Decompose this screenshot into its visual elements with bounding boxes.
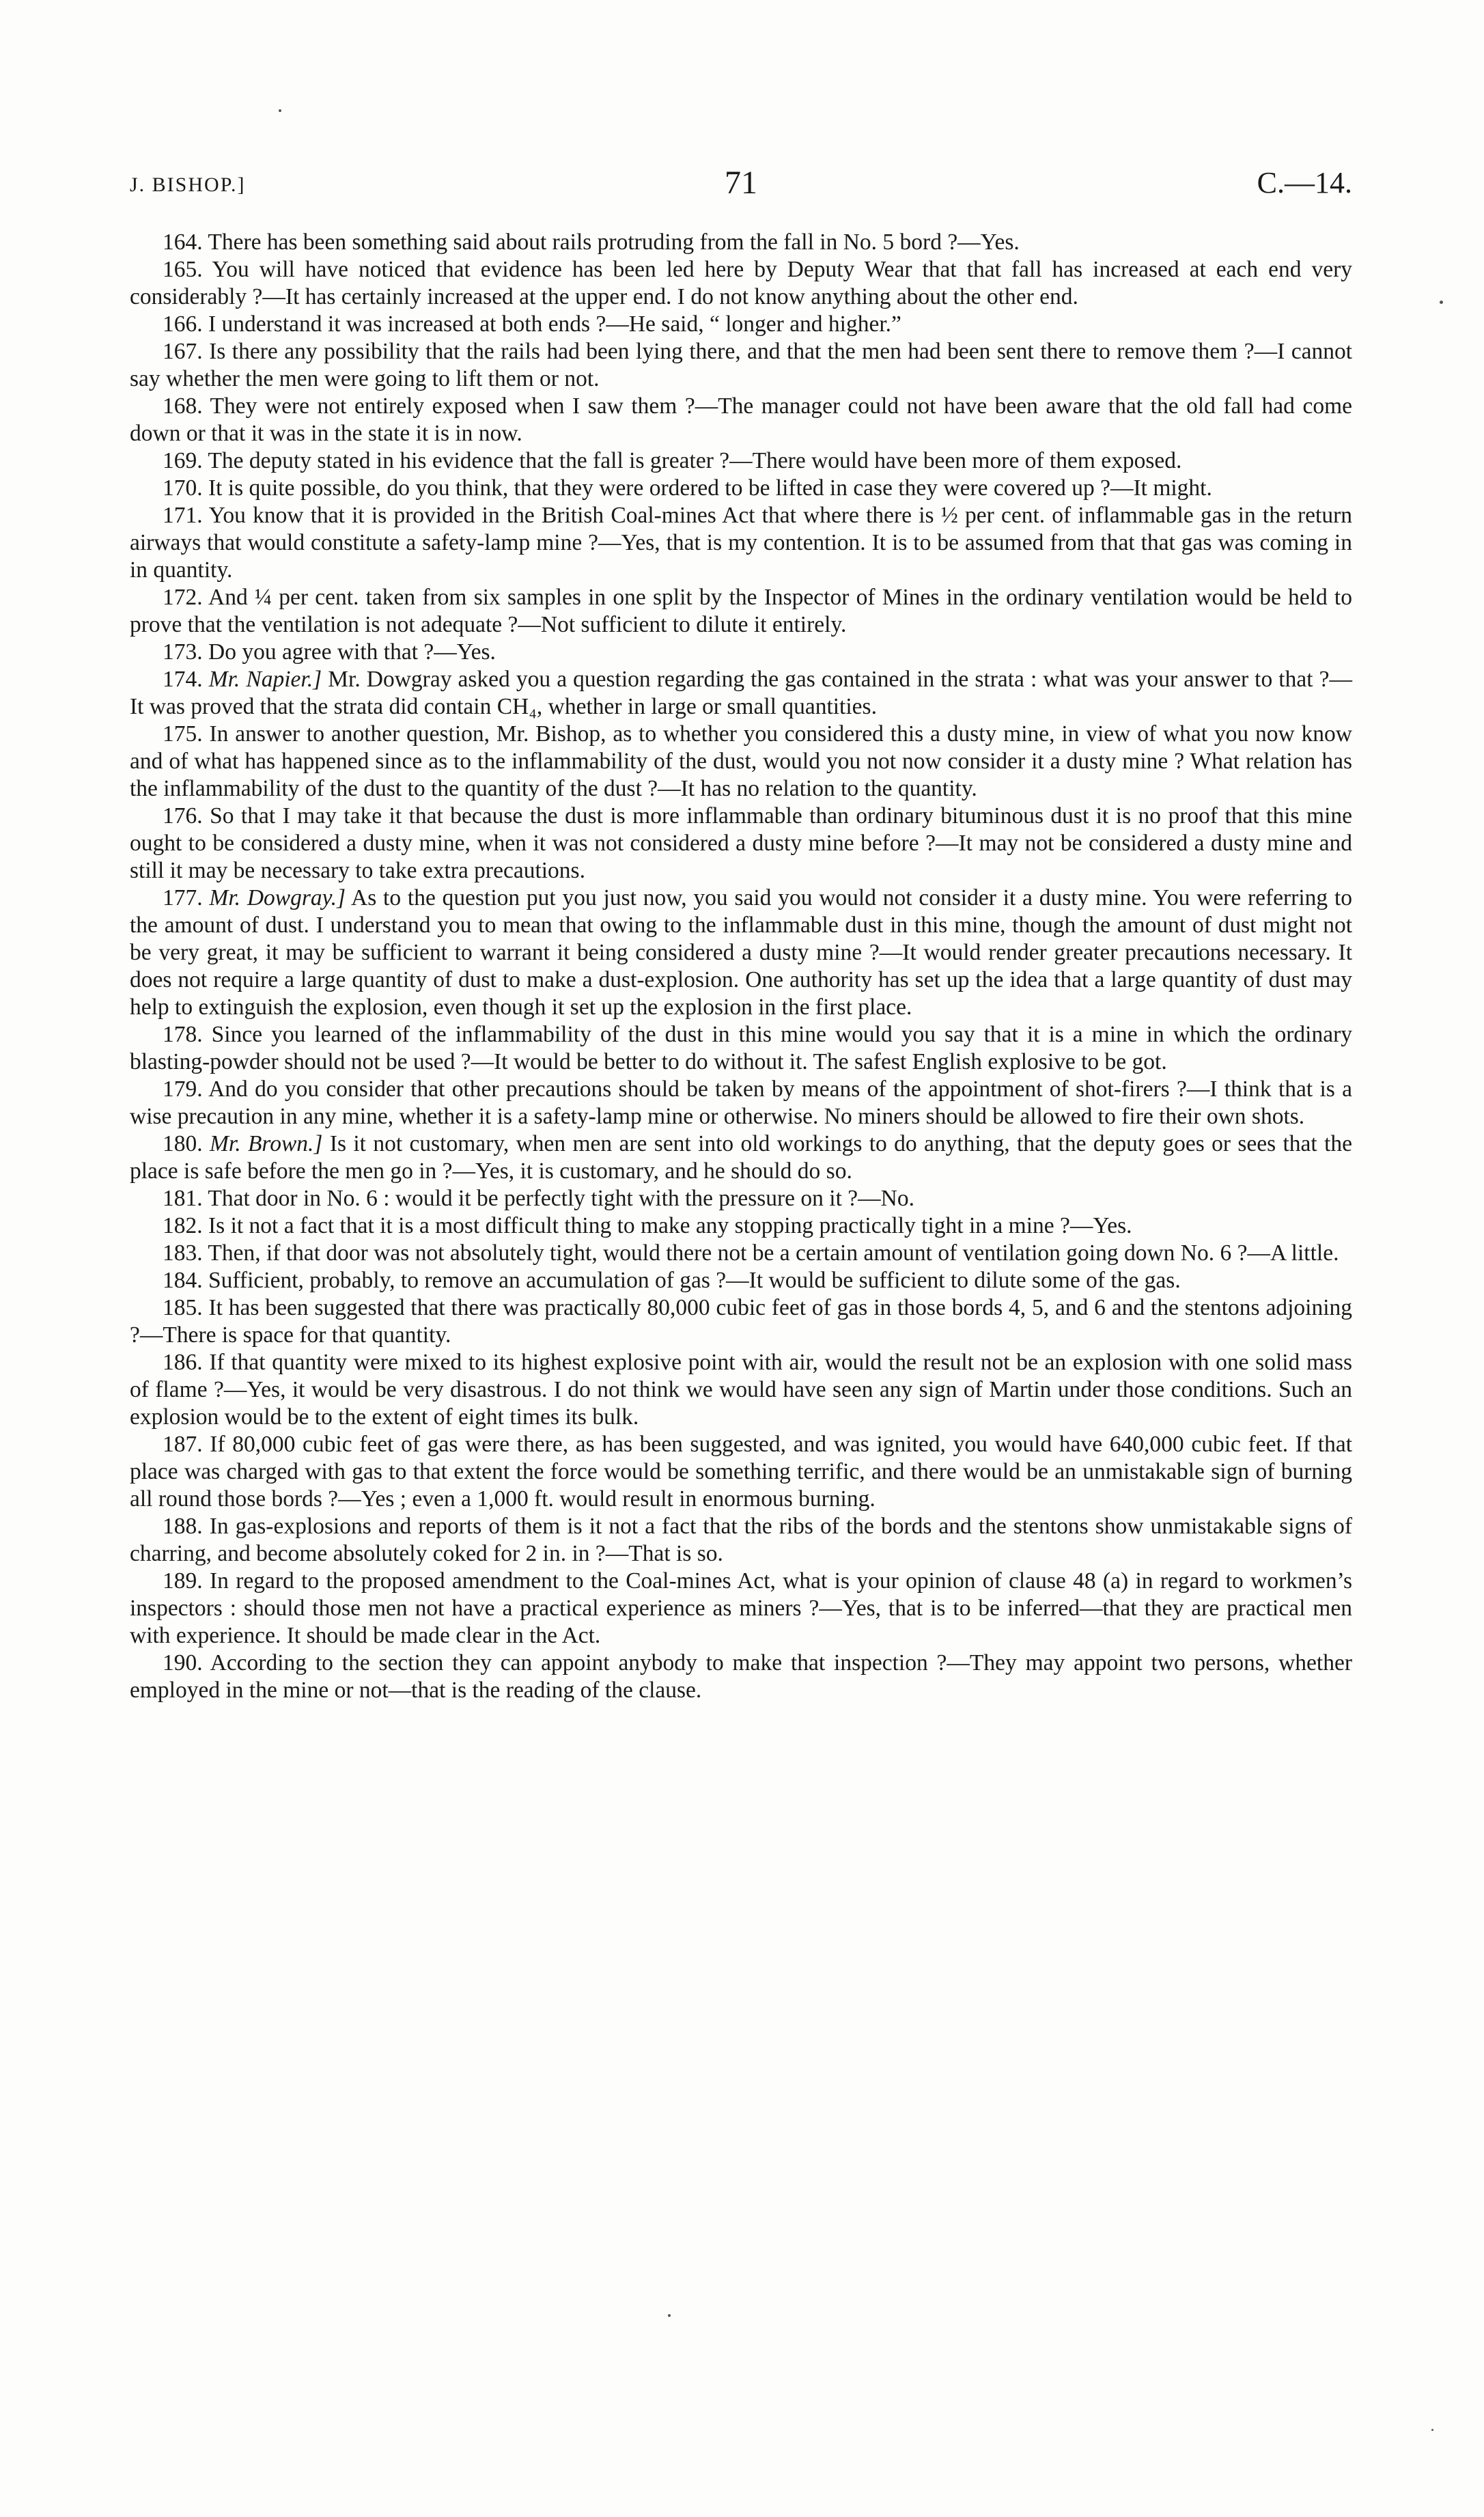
question-paragraph bbox=[130, 475, 1352, 502]
question-number: 190. bbox=[163, 1650, 203, 1675]
question-paragraph bbox=[130, 803, 1352, 885]
question-paragraph bbox=[130, 502, 1352, 584]
question-number: 173. bbox=[163, 639, 203, 665]
question-and-answer-text: Do you agree with that ?—Yes. bbox=[208, 639, 496, 665]
question-number: 171. bbox=[163, 503, 203, 528]
question-paragraph bbox=[130, 885, 1352, 1021]
question-paragraph bbox=[130, 1212, 1352, 1240]
question-and-answer-text: In gas-explosions and reports of them is it not a fact that the ribs of the bords and the stentons show unmistakable signs of charring, and become absolutely coked for 2 in. in ?—That is so. bbox=[130, 1514, 1353, 1566]
question-number: 186. bbox=[163, 1350, 203, 1375]
question-and-answer-text: Is there any possibility that the rails had been lying there, and that the men had been sent there to remove them ?—I cannot say whether the men were going to lift them or not. bbox=[130, 339, 1352, 391]
page-number: 71 bbox=[725, 165, 757, 201]
question-and-answer-text: Sufficient, probably, to remove an accumulation of gas ?—It would be sufficient to dilute some of the gas. bbox=[208, 1268, 1181, 1293]
question-number: 183. bbox=[163, 1240, 203, 1266]
question-and-answer-text: Is it not a fact that it is a most difficult thing to make any stopping practically tight in a mine ?—Yes. bbox=[208, 1213, 1132, 1238]
question-number: 166. bbox=[163, 311, 203, 337]
question-and-answer-text: There has been something said about rails protruding from the fall in No. 5 bord ?—Yes. bbox=[208, 230, 1020, 255]
question-number: 164. bbox=[163, 230, 203, 255]
question-and-answer-text: You know that it is provided in the British Coal-mines Act that where there is ½ per cent. of inflammable gas in the return airways that would constitute a safety-lamp mine ?—Yes, that is my contention. It is to be assumed from that that gas was coming in in quantity. bbox=[130, 503, 1352, 583]
question-number: 188. bbox=[163, 1514, 203, 1539]
question-and-answer-text: It has been suggested that there was practically 80,000 cubic feet of gas in those bords 4, 5, and 6 and the stentons adjoining ?—There is space for that quantity. bbox=[130, 1295, 1352, 1348]
question-paragraph bbox=[130, 311, 1352, 338]
question-paragraph bbox=[130, 1513, 1352, 1568]
scan-speck bbox=[279, 109, 281, 112]
question-and-answer-text: That door in No. 6 : would it be perfectly tight with the pressure on it ?—No. bbox=[208, 1186, 914, 1211]
question-and-answer-text: And do you consider that other precautions should be taken by means of the appointment of shot-firers ?—I think that is a wise precaution in any mine, whether it is a safety-lamp mine or otherwise. No miners should be allowed to fire their own shots. bbox=[130, 1076, 1352, 1129]
question-paragraph bbox=[130, 1568, 1352, 1650]
question-number: 168. bbox=[163, 393, 203, 419]
speaker-name: Mr. Napier.] bbox=[208, 667, 322, 692]
question-paragraph bbox=[130, 393, 1352, 447]
question-number: 179. bbox=[163, 1076, 203, 1102]
question-paragraph bbox=[130, 1076, 1352, 1130]
question-and-answer-text: In answer to another question, Mr. Bishop, as to whether you considered this a dusty mine, in view of what you now know and of what has happened since as to the inflammability of the dust, would you not now consider it a dusty mine ? What relation has the inflammability of the dust to the quantity of the dust ?—It has no relation to the quantity. bbox=[130, 721, 1352, 801]
scan-speck bbox=[1431, 2429, 1433, 2431]
question-and-answer-text: In regard to the proposed amendment to the Coal-mines Act, what is your opinion of clause 48 (a) in regard to workmen’s inspectors : should those men not have a practical experience as miners ?—Yes, that is to be inferred—that they are practical men with experience. It should be made clear in the Act. bbox=[130, 1568, 1352, 1648]
question-and-answer-text: Then, if that door was not absolutely tight, would there not be a certain amount of ventilation going down No. 6 ?—A little. bbox=[208, 1240, 1339, 1266]
question-and-answer-text: I understand it was increased at both ends ?—He said, “ longer and higher.” bbox=[208, 311, 901, 337]
question-paragraph bbox=[130, 639, 1352, 666]
question-paragraph bbox=[130, 1294, 1352, 1349]
question-number: 185. bbox=[163, 1295, 203, 1320]
question-and-answer-text: It is quite possible, do you think, that they were ordered to be lifted in case they were covered up ?—It might. bbox=[208, 475, 1212, 501]
page-header bbox=[130, 164, 1352, 212]
speaker-name: Mr. Brown.] bbox=[209, 1131, 323, 1156]
question-paragraph bbox=[130, 256, 1352, 311]
evidence-text bbox=[130, 229, 1352, 1704]
question-and-answer-text: The deputy stated in his evidence that the fall is greater ?—There would have been more of them exposed. bbox=[208, 448, 1182, 473]
scan-speck bbox=[1440, 301, 1443, 304]
question-and-answer-text: Since you learned of the inflammability of the dust in this mine would you say that it is a mine in which the ordinary blasting-powder should not be used ?—It would be better to do without it. The safest English explosive to be got. bbox=[130, 1022, 1353, 1074]
question-number: 169. bbox=[163, 448, 203, 473]
question-number: 184. bbox=[163, 1268, 203, 1293]
question-paragraph bbox=[130, 721, 1352, 803]
question-paragraph bbox=[130, 1267, 1352, 1294]
question-number: 167. bbox=[163, 339, 203, 364]
question-and-answer-text: And ¼ per cent. taken from six samples in one split by the Inspector of Mines in the ordinary ventilation would be held to prove that the ventilation is not adequate ?—Not sufficient to dilute it entirely. bbox=[130, 585, 1352, 637]
question-paragraph bbox=[130, 229, 1352, 256]
question-and-answer-text: They were not entirely exposed when I saw them ?—The manager could not have been aware that the old fall had come down or that it was in the state it is in now. bbox=[130, 393, 1352, 446]
question-number: 178. bbox=[163, 1022, 203, 1047]
question-paragraph bbox=[130, 1650, 1352, 1704]
question-and-answer-text: Is it not customary, when men are sent into old workings to do anything, that the deputy goes or sees that the place is safe before the men go in ?—Yes, it is customary, and he should do so. bbox=[130, 1131, 1353, 1184]
question-paragraph bbox=[130, 1349, 1352, 1431]
question-number: 187. bbox=[163, 1432, 203, 1457]
question-and-answer-text: If 80,000 cubic feet of gas were there, as has been suggested, and was ignited, you would have 640,000 cubic feet. If that place was charged with gas to that extent the force would be something terrific, and there would be an unmistakable sign of burning all round those bords ?—Yes ; even a 1,000 ft. would result in enormous burning. bbox=[130, 1432, 1352, 1512]
question-number: 181. bbox=[163, 1186, 203, 1211]
question-number: 175. bbox=[163, 721, 203, 747]
question-number: 189. bbox=[163, 1568, 203, 1594]
question-number: 182. bbox=[163, 1213, 203, 1238]
question-number: 180. bbox=[163, 1131, 203, 1156]
question-paragraph bbox=[130, 1431, 1352, 1513]
header-witness-name: J. BISHOP.] bbox=[130, 173, 246, 196]
question-paragraph bbox=[130, 338, 1352, 393]
question-number: 174. bbox=[163, 667, 203, 692]
question-paragraph bbox=[130, 1185, 1352, 1212]
question-paragraph bbox=[130, 1240, 1352, 1267]
speaker-name: Mr. Dowgray.] bbox=[209, 885, 346, 910]
question-and-answer-text: According to the section they can appoint anybody to make that inspection ?—They may appoint two persons, whether employed in the mine or not—that is the reading of the clause. bbox=[130, 1650, 1352, 1703]
question-and-answer-text: So that I may take it that because the dust is more inflammable than ordinary bituminous dust it is no proof that this mine ought to be considered a dusty mine, when it was not considered a dusty mine before ?—It may not be considered a dusty mine and still it may be necessary to take extra precautions. bbox=[130, 803, 1353, 883]
scan-speck bbox=[668, 2314, 671, 2317]
question-and-answer-text: If that quantity were mixed to its highest explosive point with air, would the result not be an explosion with one solid mass of flame ?—Yes, it would be very disastrous. I do not think we would have seen any sign of Martin under those conditions. Such an explosion would be to the extent of eight times its bulk. bbox=[130, 1350, 1353, 1430]
question-number: 176. bbox=[163, 803, 203, 829]
question-number: 172. bbox=[163, 585, 203, 610]
question-paragraph bbox=[130, 447, 1352, 475]
question-number: 177. bbox=[163, 885, 203, 910]
header-paper-reference: C.—14. bbox=[1257, 166, 1352, 199]
question-paragraph bbox=[130, 1130, 1352, 1185]
question-number: 170. bbox=[163, 475, 203, 501]
question-and-answer-text: As to the question put you just now, you said you would not consider it a dusty mine. You were referring to the amount of dust. I understand you to mean that owing to the inflammable dust in this mine, though the amount of dust might not be very great, it may be sufficient to warrant it being considered a dusty mine ?—It would render greater precautions necessary. It does not require a large quantity of dust to make a dust-explosion. One authority has set up the idea that a large quantity of dust may help to extinguish the explosion, even though it set up the explosion in the first place. bbox=[130, 885, 1353, 1020]
question-paragraph bbox=[130, 584, 1352, 639]
question-paragraph bbox=[130, 666, 1352, 721]
question-and-answer-text: You will have noticed that evidence has been led here by Deputy Wear that that fall has increased at each end very considerably ?—It has certainly increased at the upper end. I do not know anything about the other end. bbox=[130, 257, 1352, 309]
question-paragraph bbox=[130, 1021, 1352, 1076]
question-and-answer-text: Mr. Dowgray asked you a question regarding the gas contained in the strata : what was your answer to that ?—It was proved that the strata did contain CH₄, whether in large or small quantities. bbox=[130, 667, 1352, 719]
question-number: 165. bbox=[163, 257, 203, 282]
